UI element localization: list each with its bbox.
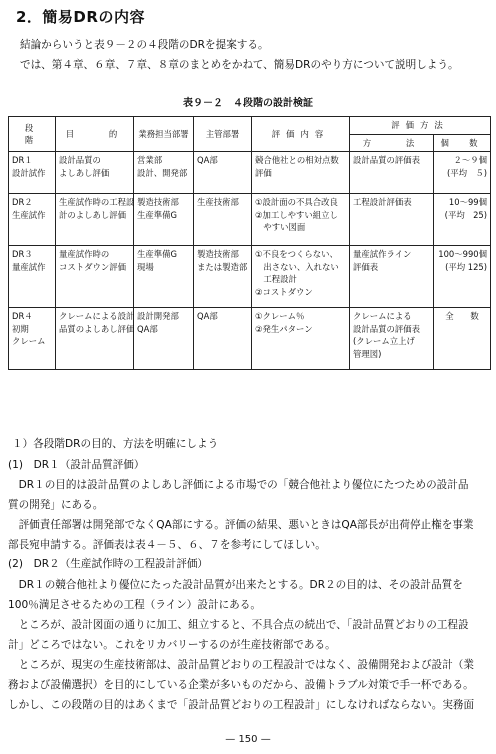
table-row [9,194,491,246]
cell-stage-line: 生産試作 [12,209,46,220]
cell-eval-content [252,194,350,246]
cell-stage-line: DR３ [12,249,33,259]
cell-eval-content [252,152,350,194]
table-header-row [9,117,491,135]
header-eval-content: 評価内容 [252,117,350,152]
cell-purpose-line: よしあし評価 [59,167,110,178]
cell-purpose-line: 計のよしあし評価 [59,209,126,220]
body-line: DR１の目的は設計品質のよしあし評価による市場での「競合他社より優位にたつための設計品 [8,479,469,491]
cell-count-line: 10～99個 [448,197,487,207]
cell-business-dept-line: 現場 [137,261,154,272]
cell-eval-content-line: ②加工しやすい組立し [255,209,338,220]
cell-eval-content-line: 工程設計 [255,274,297,284]
body-line: 質の開発」にある。 [8,499,104,511]
cell-count-line: (平均 25) [444,209,487,220]
body-line: DR１の競合他社より優位にたった設計品質が出来たとする。DR２の目的は、その設計品質を [8,579,463,591]
cell-eval-content-line: ②コストダウン [255,286,313,297]
cell-purpose-line: クレームによる設計 [59,311,135,321]
body-line: (2) DR２（生産試作時の工程設計評価） [8,558,209,570]
cell-business-dept [134,152,194,194]
body-line: 部長宛申請する。評価表は表４－５、６、７を参考にしてほしい。 [8,539,326,551]
cell-stage-line: DR４ [12,311,33,321]
cell-stage [9,308,56,370]
cell-business-dept-line: QA部 [137,323,158,334]
design-review-table [8,116,491,370]
header-business-dept: 業務担当部署 [134,117,194,152]
table-row [9,308,491,370]
cell-purpose [56,152,134,194]
cell-business-dept-line: 設計、開発部 [137,167,188,178]
cell-stage-line: 初期 [12,323,29,334]
cell-eval-content-line: 評価 [255,167,272,178]
cell-method [350,152,434,194]
cell-lead-dept [194,308,252,370]
cell-eval-content [252,308,350,370]
cell-eval-content-line: 競合他社との相対点数 [255,155,339,165]
cell-lead-dept-line: 生産技術部 [197,197,239,207]
cell-lead-dept [194,246,252,308]
cell-business-dept-line: 営業部 [137,155,163,165]
cell-business-dept-line: 製造技術部 [137,197,179,207]
header-stage: 段 階 [9,117,56,152]
page-number: — 150 — [225,734,271,745]
cell-purpose [56,194,134,246]
cell-stage-line: 設計試作 [12,167,46,178]
cell-count-line: ２～９個 [453,155,487,165]
cell-count [434,194,491,246]
body-line: ところが、設計図面の通りに加工、組立すると、不具合点の続出で、「設計品質どおりの工程設 [8,619,469,631]
cell-stage [9,246,56,308]
cell-purpose-line: 設計品質の [59,155,101,165]
table-row [9,152,491,194]
cell-lead-dept-line: QA部 [197,311,218,321]
cell-method-line: クレームによる [353,311,412,321]
cell-count [434,152,491,194]
cell-method-line: 設計品質の評価表 [353,323,420,334]
header-lead-dept: 主管部署 [194,117,252,152]
cell-eval-content [252,246,350,308]
cell-eval-content-line: やすい図面 [255,222,306,232]
cell-stage-line: 量産試作 [12,261,46,272]
intro-line-2: では、第４章、６章、７章、８章のまとめをかねて、簡易DRのやり方について説明しよう。 [20,59,459,71]
cell-stage [9,194,56,246]
cell-count-line: (平均 125) [445,261,487,272]
cell-method-line: 評価表 [353,261,379,272]
body-line: 100％満足させるための工程（ライン）設計にある。 [8,599,261,611]
cell-lead-dept-line: QA部 [197,155,218,165]
cell-eval-content-line: 出さない、入れない [255,261,339,272]
cell-business-dept [134,308,194,370]
intro-line-1: 結論からいうと表９－２の４段階のDRを提案する。 [20,39,269,51]
cell-method-line: 設計品質の評価表 [353,155,420,165]
cell-eval-content-line: ①設計面の不具合改良 [255,197,338,207]
cell-stage-line: DR１ [12,155,33,165]
cell-business-dept [134,194,194,246]
cell-method-line: 工程設計評価表 [353,197,412,207]
cell-count-line: (平均 ５) [446,167,487,178]
body-line: ところが、現実の生産技術部は、設計品質どおりの工程設計ではなく、設備開発および設計（業 [8,659,474,671]
header-purpose: 目 的 [56,117,134,152]
cell-business-dept-line: 設計開発部 [137,311,179,321]
cell-count-line: 全 数 [445,311,479,321]
body-line: １）各段階DRの目的、方法を明確にしよう [12,438,219,450]
cell-lead-dept [194,194,252,246]
cell-method-line: (クレーム立上げ [353,336,415,346]
cell-business-dept-line: 生産準備G [137,209,177,220]
cell-count [434,246,491,308]
table-row [9,246,491,308]
header-eval-method: 評価方法 [350,117,491,135]
cell-stage-line: クレーム [12,336,46,346]
cell-stage-line: DR２ [12,197,33,207]
body-line: しかし、この段階の目的はあくまで「設計品質どおりの工程設計」にしなければならない。実務面 [8,699,475,711]
body-line: 評価責任部署は開発部でなくQA部にする。評価の結果、悪いときはQA部長が出荷停止権を事業 [8,519,474,531]
cell-purpose-line: 品質のよしあし評価 [59,323,135,334]
cell-purpose-line: コストダウン評価 [59,261,126,272]
cell-eval-content-line: ①クレーム％ [255,311,305,321]
cell-business-dept [134,246,194,308]
cell-stage [9,152,56,194]
cell-purpose [56,308,134,370]
cell-eval-content-line: ②発生パターン [255,323,313,334]
body-line: 計」どころではない。これをリカバリーするのが生産技術部である。 [8,639,336,651]
cell-purpose-line: 生産試作時の工程設 [59,197,135,207]
cell-method [350,194,434,246]
cell-method-line: 量産試作ライン [353,249,412,259]
cell-purpose [56,246,134,308]
header-count: 個 数 [434,134,491,152]
cell-count-line: 100～990個 [438,249,487,259]
cell-lead-dept [194,152,252,194]
cell-method [350,308,434,370]
header-method: 方 法 [350,134,434,152]
cell-eval-content-line: ①不良をつくらない、 [255,249,338,259]
table-caption: 表９－２ ４段階の設計検証 [183,98,313,109]
cell-purpose-line: 量産試作時の [59,249,110,259]
cell-method [350,246,434,308]
body-line: 務および設備選択）を目的にしている企業が多いものだから、設備トラブル対策で手一杯である。 [8,679,474,691]
body-line: (1) DR１（設計品質評価） [8,459,145,471]
cell-lead-dept-line: 製造技術部 [197,249,239,259]
cell-count [434,308,491,370]
cell-method-line: 管理図) [353,348,382,359]
cell-lead-dept-line: または製造部 [197,261,248,272]
section-title: 2．簡易DRの内容 [16,8,145,26]
cell-business-dept-line: 生産準備G [137,249,177,259]
